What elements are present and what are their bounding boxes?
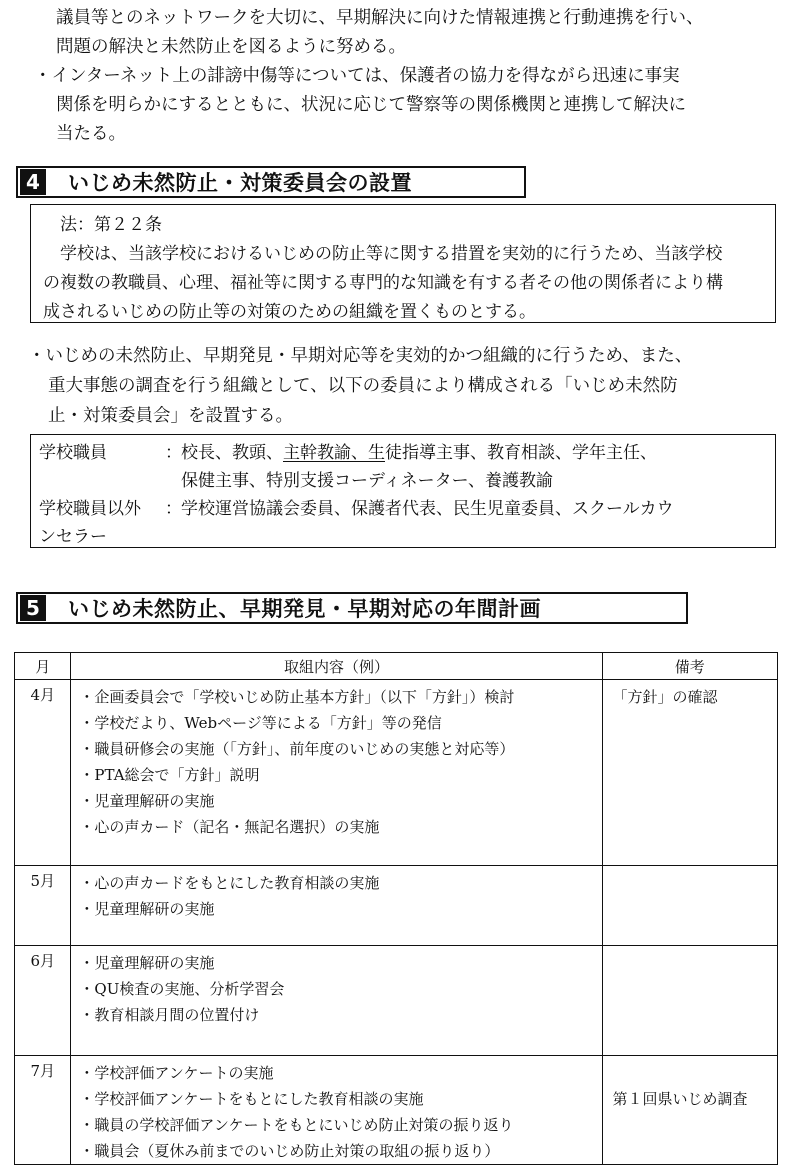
intro-line: 当たる。 bbox=[56, 124, 126, 144]
content-cell bbox=[71, 680, 602, 866]
note-cell bbox=[602, 946, 777, 1056]
header-note: 備考 bbox=[602, 653, 777, 680]
other-members-line-2: ンセラー bbox=[39, 527, 107, 547]
plan-item: ・心の声カードをもとにした教育相談の実施 bbox=[79, 874, 380, 892]
note-cell: 「方針」の確認 bbox=[602, 680, 777, 866]
staff-members-text: 徒指導主事、教育相談、学年主任、 bbox=[385, 443, 657, 463]
paragraph-line: 重大事態の調査を行う組織として、以下の委員により構成される「いじめ未然防 bbox=[48, 376, 678, 396]
intro-line: 関係を明らかにするとともに、状況に応じて警察等の関係機関と連携して解決に bbox=[56, 95, 686, 115]
law-quote-box bbox=[30, 204, 776, 323]
table-row bbox=[15, 946, 778, 1056]
law-text-line: の複数の教職員、心理、福祉等に関する専門的な知識を有する者その他の関係者により構 bbox=[43, 273, 723, 293]
section-title: いじめ未然防止、早期発見・早期対応の年間計画 bbox=[68, 597, 541, 621]
table-row bbox=[15, 866, 778, 946]
section-5-heading bbox=[16, 592, 688, 624]
header-content: 取組内容（例） bbox=[71, 653, 602, 680]
plan-item: ・学校評価アンケートをもとにした教育相談の実施 bbox=[79, 1090, 424, 1108]
plan-item: ・企画委員会で「学校いじめ防止基本方針」（以下「方針」）検討 bbox=[79, 688, 515, 706]
underlined-text: 主幹教諭、生 bbox=[283, 443, 385, 463]
intro-bullet: ・インターネット上の誹謗中傷等については、保護者の協力を得ながら迅速に事実 bbox=[34, 66, 680, 86]
other-label: 学校職員以外 bbox=[39, 499, 141, 519]
plan-item: ・学校だより、Webページ等による「方針」等の発信 bbox=[79, 714, 442, 732]
plan-item: ・職員の学校評価アンケートをもとにいじめ防止対策の振り返り bbox=[79, 1116, 514, 1134]
plan-item: ・教育相談月間の位置付け bbox=[79, 1006, 260, 1024]
plan-item: ・学校評価アンケートの実施 bbox=[79, 1064, 274, 1082]
staff-label: 学校職員 bbox=[39, 443, 107, 463]
table-row bbox=[15, 680, 778, 866]
note-cell bbox=[602, 866, 777, 946]
paragraph-line: ・いじめの未然防止、早期発見・早期対応等を実効的かつ組織的に行うため、また、 bbox=[28, 346, 693, 366]
staff-row bbox=[39, 439, 767, 467]
other-row bbox=[39, 495, 767, 523]
plan-item: ・心の声カード（記名・無記名選択）の実施 bbox=[79, 818, 380, 836]
plan-item: ・児童理解研の実施 bbox=[79, 954, 215, 972]
intro-text bbox=[34, 4, 794, 149]
table-row bbox=[15, 1056, 778, 1165]
header-month: 月 bbox=[15, 653, 71, 680]
section-title: いじめ未然防止・対策委員会の設置 bbox=[68, 171, 412, 195]
other-members: 学校運営協議会委員、保護者代表、民生児童委員、スクールカウ bbox=[181, 499, 674, 519]
content-cell bbox=[71, 946, 602, 1056]
committee-members-box bbox=[30, 434, 776, 548]
section-number-badge: 4 bbox=[20, 169, 46, 195]
intro-line: 議員等とのネットワークを大切に、早期解決に向けた情報連携と行動連携を行い、 bbox=[56, 8, 704, 28]
table-header-row bbox=[15, 653, 778, 680]
month-cell: 4月 bbox=[15, 680, 71, 866]
plan-item: ・PTA総会で「方針」説明 bbox=[79, 766, 260, 784]
plan-item: ・職員研修会の実施（「方針」、前年度のいじめの実態と対応等） bbox=[79, 740, 515, 758]
staff-row-2 bbox=[39, 467, 767, 495]
staff-members-line-2: 保健主事、特別支援コーディネーター、養護教諭 bbox=[181, 471, 553, 491]
month-cell: 6月 bbox=[15, 946, 71, 1056]
annual-plan-table bbox=[14, 652, 778, 1165]
month-cell: 7月 bbox=[15, 1056, 71, 1165]
plan-item: ・QU検査の実施、分析学習会 bbox=[79, 980, 285, 998]
section-4-heading bbox=[16, 166, 526, 198]
month-cell: 5月 bbox=[15, 866, 71, 946]
section-number-badge: 5 bbox=[20, 595, 46, 621]
law-reference: 法：第２２条 bbox=[60, 215, 162, 235]
staff-members bbox=[181, 439, 767, 467]
plan-item: ・児童理解研の実施 bbox=[79, 792, 215, 810]
staff-members-text: 校長、教頭、 bbox=[181, 443, 283, 463]
intro-line: 問題の解決と未然防止を図るように努める。 bbox=[56, 37, 406, 57]
plan-item: ・児童理解研の実施 bbox=[79, 900, 215, 918]
committee-description bbox=[28, 341, 788, 431]
content-cell bbox=[71, 1056, 602, 1165]
note-cell: 第１回県いじめ調査 bbox=[602, 1056, 777, 1165]
content-cell bbox=[71, 866, 602, 946]
law-text-line: 学校は、当該学校におけるいじめの防止等に関する措置を実効的に行うため、当該学校 bbox=[60, 244, 723, 264]
paragraph-line: 止・対策委員会」を設置する。 bbox=[48, 406, 293, 426]
colon: ： bbox=[165, 443, 182, 463]
other-row-2 bbox=[39, 523, 767, 551]
law-text-line: 成されるいじめの防止等の対策のための組織を置くものとする。 bbox=[43, 302, 536, 322]
plan-item: ・職員会（夏休み前までのいじめ防止対策の取組の振り返り） bbox=[79, 1142, 500, 1160]
colon: ： bbox=[165, 499, 182, 519]
